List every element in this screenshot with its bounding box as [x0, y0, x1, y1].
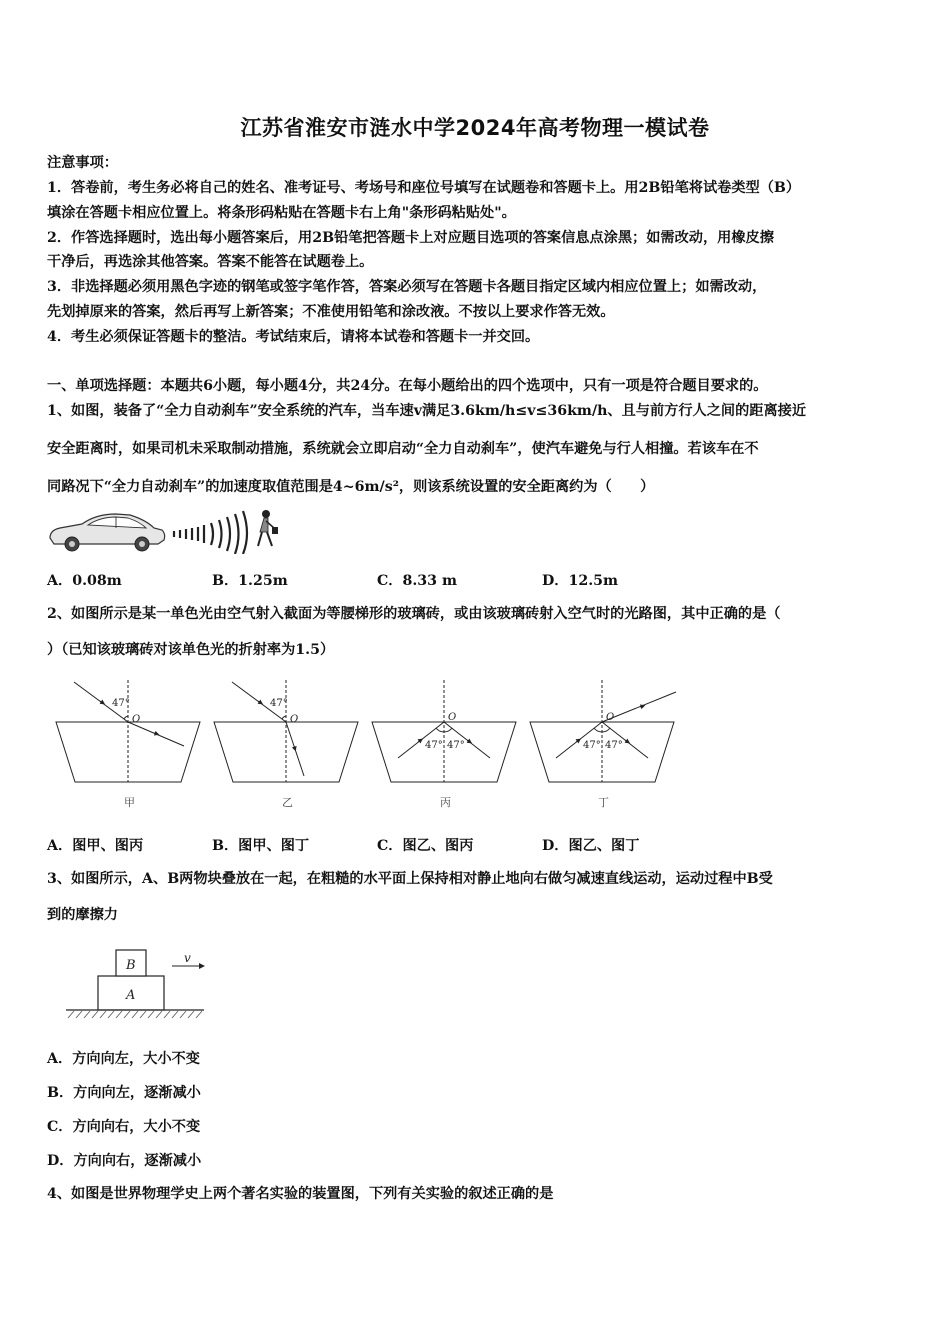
notice-line: 干净后，再选涂其他答案。答案不能答在试题卷上。 [47, 254, 374, 270]
figure-label: 乙 [282, 796, 293, 809]
figure-label: 甲 [124, 796, 135, 809]
notice-line: 1．答卷前，考生务必将自己的姓名、准考证号、考场号和座位号填写在试题卷和答题卡上。用2B铅笔将试卷类型（B） [47, 180, 801, 196]
q2-text: ）（已知该玻璃砖对该单色光的折射率为1.5） [47, 642, 335, 658]
angle-label: 47° [583, 740, 601, 751]
q3-option-d: D．方向向右，逐渐减小 [47, 1153, 202, 1169]
angle-label: 47° [425, 740, 443, 751]
notice-line: 4．考生必须保证答题卡的整洁。考试结束后，请将本试卷和答题卡一并交回。 [47, 329, 540, 345]
point-label: O [606, 712, 615, 723]
notice-line: 2．作答选择题时，选出每小题答案后，用2B铅笔把答题卡上对应题目选项的答案信息点涂黑；如需改动，用橡皮擦 [47, 230, 774, 246]
notice-line: 填涂在答题卡相应位置上。将条形码粘贴在答题卡右上角"条形码粘贴处"。 [47, 205, 516, 221]
point-label: O [290, 714, 299, 725]
point-label: O [132, 714, 141, 725]
section-heading: 一、单项选择题：本题共6小题，每小题4分，共24分。在每小题给出的四个选项中，只有一项是符合题目要求的。 [47, 378, 768, 394]
q3-option-c: C．方向向右，大小不变 [47, 1119, 201, 1135]
q3-text: 到的摩擦力 [47, 907, 118, 923]
velocity-label: v [184, 951, 191, 965]
q1-text: 1、如图，装备了“全力自动刹车”安全系统的汽车，当车速v满足3.6km/h≤v≤36km/h、且与前方行人之间的距离接近 [47, 403, 807, 419]
angle-label: 47° [112, 698, 130, 709]
q2-option-b: B．图甲、图丁 [212, 838, 310, 854]
car-pedestrian-figure [46, 508, 286, 554]
notice-line: 3．非选择题必须用黑色字迹的钢笔或签字笔作答，答案必须写在答题卡各题目指定区域内相应位置上；如需改动， [47, 279, 767, 295]
block-b-label: B [126, 958, 136, 973]
q2-option-c: C．图乙、图丙 [377, 838, 474, 854]
refraction-figures [50, 676, 690, 810]
notice-line: 先划掉原来的答案，然后再写上新答案；不准使用铅笔和涂改液。不按以上要求作答无效。 [47, 304, 615, 320]
figure-label: 丁 [598, 796, 609, 809]
q3-text: 3、如图所示，A、B两物块叠放在一起，在粗糙的水平面上保持相对静止地向右做匀减速直线运动，运动过程中B受 [47, 871, 773, 887]
q2-option-a: A．图甲、图丙 [47, 838, 144, 854]
figure-label: 丙 [440, 796, 451, 809]
q1-option-b: B．1.25m [212, 573, 288, 589]
angle-label: 47° [447, 740, 465, 751]
notice-heading: 注意事项： [47, 155, 118, 171]
q4-text: 4、如图是世界物理学史上两个著名实验的装置图，下列有关实验的叙述正确的是 [47, 1186, 554, 1202]
page-title: 江苏省淮安市涟水中学2024年高考物理一模试卷 [240, 116, 710, 140]
q1-option-c: C．8.33 m [377, 573, 457, 589]
q3-option-a: A．方向向左，大小不变 [47, 1051, 200, 1067]
angle-label: 47° [605, 740, 623, 751]
q1-text: 同路况下“全力自动刹车”的加速度取值范围是4~6m/s²，则该系统设置的安全距离约为（ ） [47, 479, 655, 495]
q1-option-d: D．12.5m [542, 573, 619, 589]
q1-text: 安全距离时，如果司机未采取制动措施，系统就会立即启动“全力自动刹车”，使汽车避免与行人相撞。若该车在不 [47, 441, 759, 457]
point-label: O [448, 712, 457, 723]
q2-text: 2、如图所示是某一单色光由空气射入截面为等腰梯形的玻璃砖，或由该玻璃砖射入空气时的光路图，其中正确的是（ [47, 606, 781, 622]
q2-option-d: D．图乙、图丁 [542, 838, 640, 854]
stacked-blocks-figure [64, 944, 244, 1024]
q3-option-b: B．方向向左，逐渐减小 [47, 1085, 201, 1101]
block-a-label: A [126, 988, 136, 1003]
angle-label: 47° [270, 698, 288, 709]
q1-option-a: A．0.08m [47, 573, 122, 589]
